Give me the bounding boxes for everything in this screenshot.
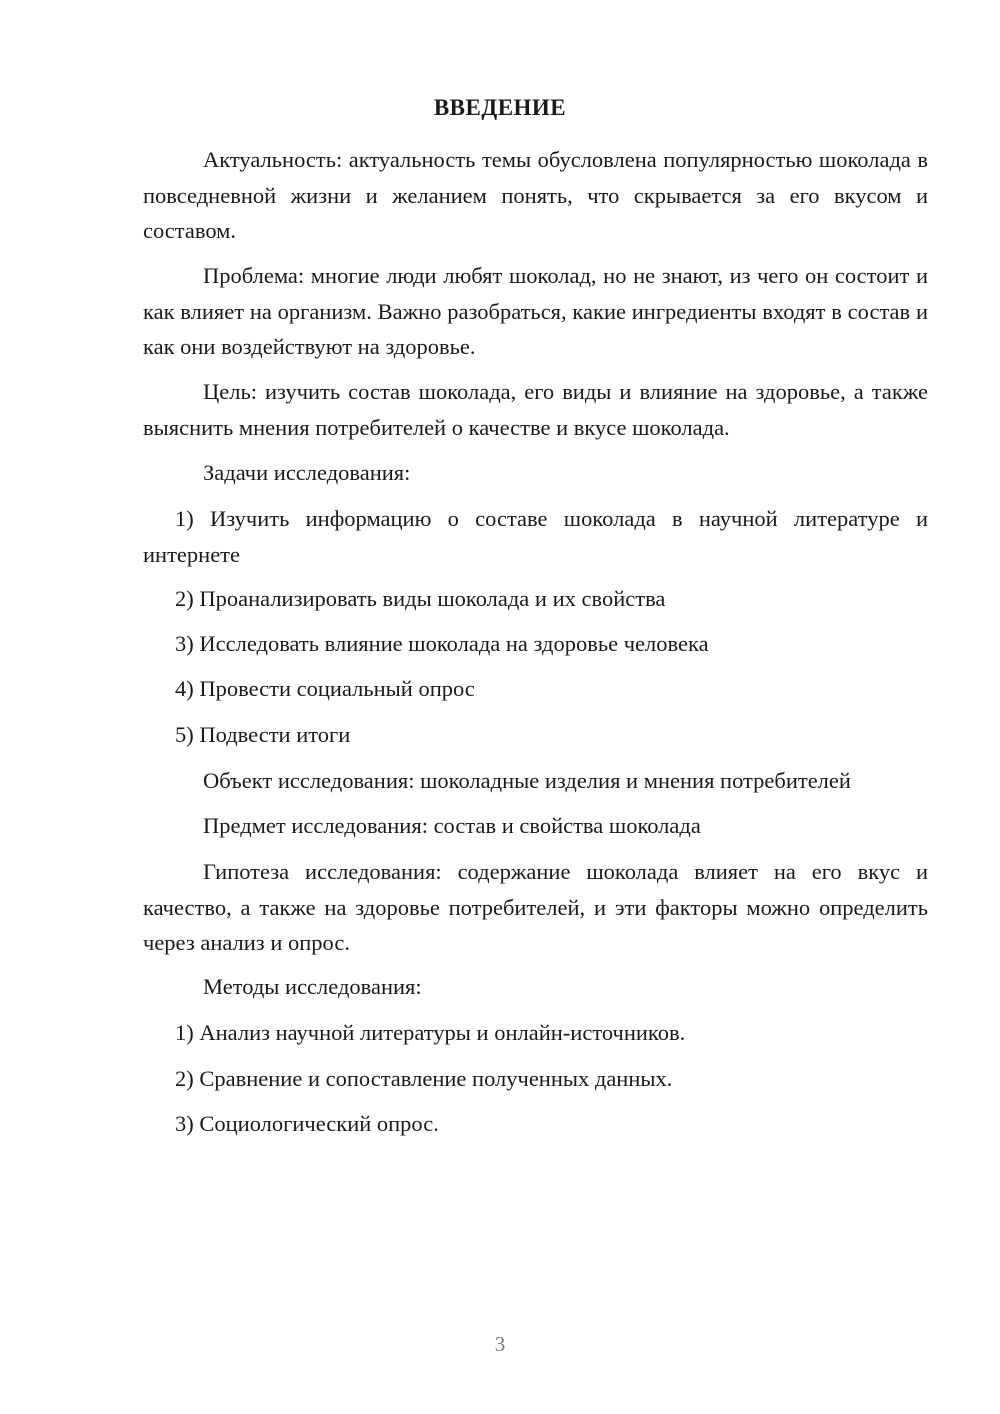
subject-paragraph: Предмет исследования: состав и свойства шоколада bbox=[203, 813, 701, 838]
method-item-1: 1) Анализ научной литературы и онлайн-источников. bbox=[175, 1020, 686, 1045]
task-item-5: 5) Подвести итоги bbox=[175, 722, 351, 747]
method-item-2: 2) Сравнение и сопоставление полученных данных. bbox=[175, 1066, 673, 1091]
hypothesis-paragraph: Гипотеза исследования: содержание шоколада влияет на его вкус и качество, а также на здоровье потребителей, и эти факторы можно определить через анализ и опрос. bbox=[143, 859, 928, 955]
task-item-3: 3) Исследовать влияние шоколада на здоровье человека bbox=[175, 631, 709, 656]
section-heading: ВВЕДЕНИЕ bbox=[433, 95, 567, 120]
goal-paragraph: Цель: изучить состав шоколада, его виды и влияние на здоровье, а также выяснить мнения потребителей о качестве и вкусе шоколада. bbox=[143, 379, 928, 440]
object-paragraph: Объект исследования: шоколадные изделия и мнения потребителей bbox=[203, 768, 851, 793]
problem-paragraph: Проблема: многие люди любят шоколад, но не знают, из чего он состоит и как влияет на организм. Важно разобраться, какие ингредиенты входят в состав и как они воздействуют на здоровье. bbox=[143, 263, 928, 359]
method-item-3: 3) Социологический опрос. bbox=[175, 1111, 439, 1136]
task-item-2: 2) Проанализировать виды шоколада и их свойства bbox=[175, 586, 666, 611]
tasks-title: Задачи исследования: bbox=[203, 460, 411, 485]
task-item-1: 1) Изучить информацию о составе шоколада в научной литературе и интернете bbox=[143, 506, 928, 567]
page-number: 3 bbox=[494, 1332, 506, 1356]
methods-title: Методы исследования: bbox=[203, 974, 422, 999]
relevance-paragraph: Актуальность: актуальность темы обусловлена популярностью шоколада в повседневной жизни и желанием понять, что скрывается за его вкусом и составом. bbox=[143, 147, 928, 243]
task-item-4: 4) Провести социальный опрос bbox=[175, 676, 475, 701]
